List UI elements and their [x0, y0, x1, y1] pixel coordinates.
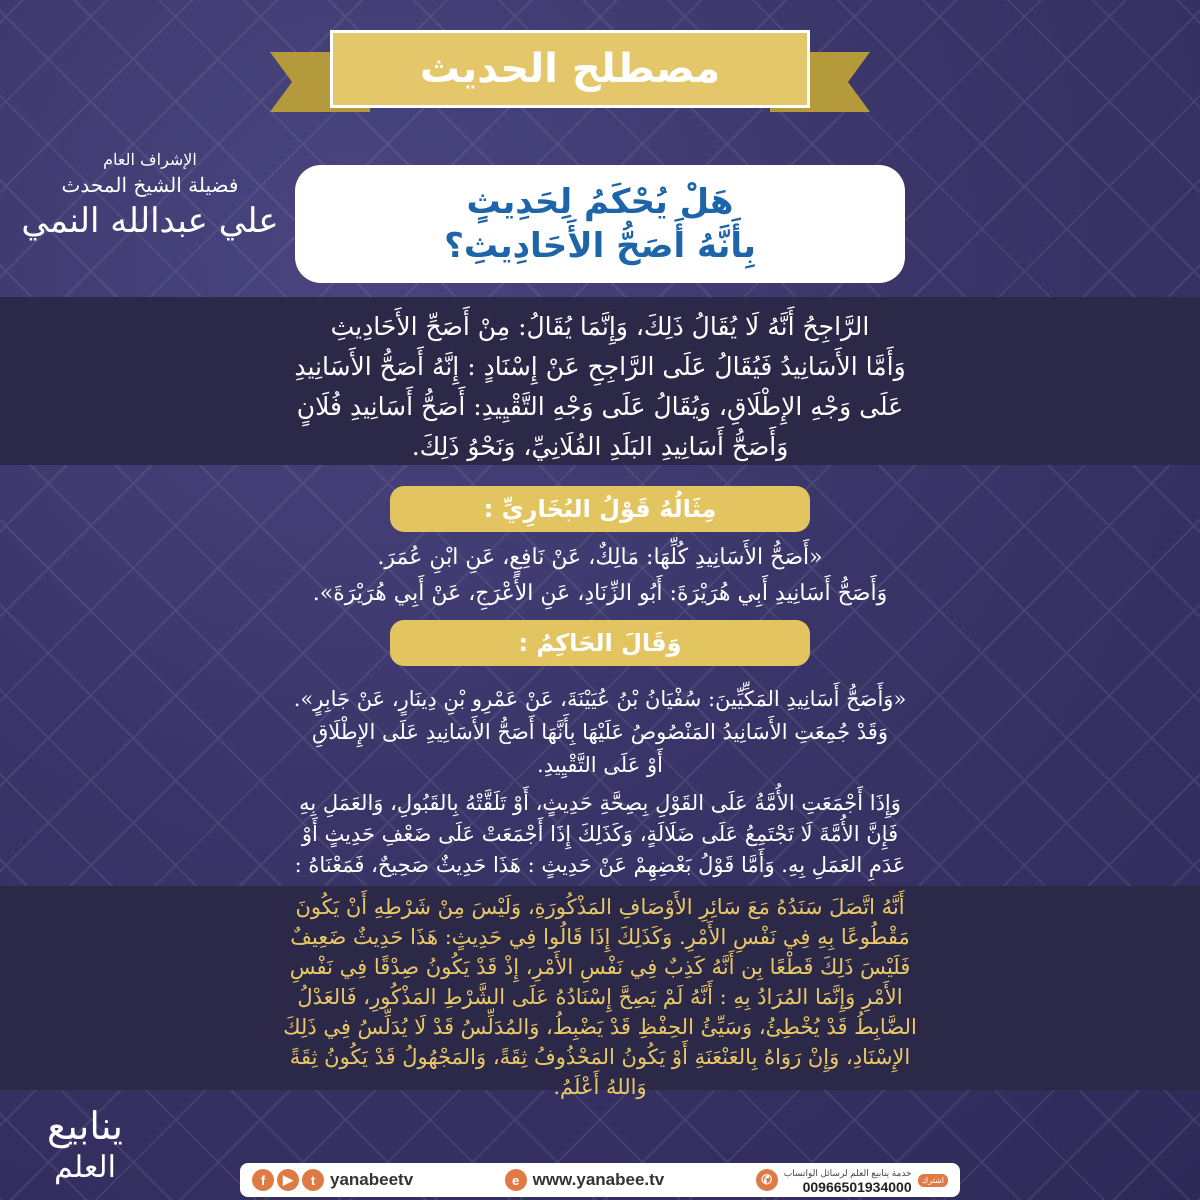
quote-line: «وَأَصَحُّ أَسَانِيدِ المَكِّيِّينَ: سُفْيَانُ بْنُ عُيَيْنَةَ، عَنْ عَمْرِو بْنِ دِينَارٍ، عَنْ جَابِرٍ». — [293, 687, 907, 711]
intro-line: وَأَصَحُّ أَسَانِيدِ البَلَدِ الفُلَانِيِّ، وَنَحْوُ ذَلِكَ. — [411, 432, 789, 461]
highlight-line: الأَمْرِ وَإِنَّمَا المُرَادُ بِهِ : أَنَّهُ لَمْ يَصِحَّ إِسْنَادُهُ عَلَى الشَّرْطِ المَذْكُورِ، فَالعَدْلُ — [297, 985, 903, 1009]
whatsapp-number[interactable]: 00966501934000 — [802, 1179, 912, 1195]
highlight-line: فَلَيْسَ ذَلِكَ قَطْعًا بِن أَنَّهُ كَذِبٌ فِي نَفْسِ الأَمْرِ، إِذْ قَدْ يَكُونُ صِدْقًا فِي نَفْسِ — [289, 955, 911, 979]
intro-line: الرَّاجِحُ أَنَّهُ لَا يُقَالُ ذَلِكَ، وَإِنَّمَا يُقَالُ: مِنْ أَصَحِّ الأَحَادِيثِ — [330, 312, 870, 341]
hakim-label-box — [390, 620, 810, 666]
question-line-1: هَلْ يُحْكَمُ لِحَدِيثٍ — [466, 181, 734, 222]
question-box — [295, 165, 905, 283]
ribbon-main — [330, 30, 810, 108]
facebook-icon[interactable]: f — [252, 1169, 274, 1191]
logo-line-1: ينابيع — [47, 1104, 123, 1148]
highlight-line: الإِسْنَادِ، وَإِنْ رَوَاهُ بِالعَنْعَنَةِ أَوْ يَكُونُ المَحْذُوفُ ثِقَةً، وَالمَجْهُولُ قَدْ يَكُونُ ثِقَةً — [289, 1045, 911, 1069]
social-handle[interactable]: yanabeetv — [330, 1170, 414, 1189]
website-icon[interactable]: e — [505, 1169, 527, 1191]
whatsapp-group — [756, 1166, 948, 1194]
paragraph-line: فَإِنَّ الأُمَّةَ لَا تَجْتَمِعُ عَلَى ضَلَالَةٍ، وَكَذَلِكَ إِذَا أَجْمَعَتْ عَلَى ضَعْفِ حَدِيثٍ أَوْ — [301, 822, 899, 846]
hakim-quote — [60, 683, 1140, 782]
footer-bar — [240, 1163, 960, 1197]
question-line-2: بِأَنَّهُ أَصَحُّ الأَحَادِيثِ؟ — [444, 226, 756, 266]
highlight-line: مَقْطُوعًا بِهِ فِي نَفْسِ الأَمْرِ. وَكَذَلِكَ إِذَا قَالُوا فِي حَدِيثٍ: هَذَا حَدِيثٌ ضَعِيفٌ — [290, 925, 910, 949]
highlight-line: أَنَّهُ اتَّصَلَ سَنَدُهُ مَعَ سَائِرِ الأَوْصَافِ المَذْكُورَةِ، وَلَيْسَ مِنْ شَرْطِهِ أَنْ يَكُونَ — [295, 895, 905, 919]
bukhari-label-box — [390, 486, 810, 532]
whatsapp-note: خدمة ينابيع العلم لرسائل الواتساب — [783, 1168, 912, 1178]
social-group — [252, 1169, 413, 1191]
title-ribbon — [330, 30, 810, 108]
signature-name: علي عبدالله النمي — [21, 201, 279, 241]
intro-band — [0, 297, 1200, 465]
intro-line: وَأَمَّا الأَسَانِيدُ فَيُقَالُ عَلَى الرَّاجِحِ عَنْ إِسْنَادٍ : إِنَّهُ أَصَحُّ الأَسَانِيدِ — [294, 352, 906, 381]
consensus-paragraph — [60, 788, 1140, 881]
quote-line: أَوْ عَلَى التَّقْيِيدِ. — [537, 753, 663, 777]
quote-line: «أَصَحُّ الأَسَانِيدِ كُلِّهَا: مَالِكٌ، عَنْ نَافِعٍ، عَنِ ابْنِ عُمَرَ. — [377, 545, 823, 570]
hakim-label: وَقَالَ الحَاكِمُ : — [518, 629, 682, 657]
paragraph-line: وَإِذَا أَجْمَعَتِ الأُمَّةُ عَلَى القَوْلِ بِصِحَّةِ حَدِيثٍ، أَوْ تَلَقَّتْهُ بِالقَبُولِ، وَالعَمَلِ بِهِ — [299, 791, 901, 815]
signature-line-1: الإشراف العام — [103, 150, 197, 169]
intro-line: عَلَى وَجْهِ الإِطْلَاقِ، وَيُقَالُ عَلَى وَجْهِ التَّقْيِيدِ: أَصَحُّ أَسَانِيدِ فُلَانٍ — [296, 392, 904, 421]
yanabee-logo — [25, 1105, 145, 1190]
website-link[interactable]: www.yanabee.tv — [532, 1170, 665, 1189]
highlight-band — [0, 886, 1200, 1099]
bukhari-label: مِثَالُهُ قَوْلُ البُخَارِيِّ : — [483, 495, 717, 523]
signature-line-2: فضيلة الشيخ المحدث — [61, 173, 239, 197]
highlight-line: وَاللهُ أَعْلَمُ. — [553, 1075, 647, 1099]
page-title: مصطلح الحديث — [419, 46, 721, 92]
quote-line: وَأَصَحُّ أَسَانِيدِ أَبِي هُرَيْرَةَ: أَبُو الزِّنَادِ، عَنِ الأَعْرَجِ، عَنْ أَبِي هُرَيْرَةَ». — [312, 581, 888, 606]
whatsapp-icon[interactable]: ✆ — [756, 1169, 778, 1191]
website-group — [505, 1169, 665, 1191]
paragraph-line: عَدَمِ العَمَلِ بِهِ. وَأَمَّا قَوْلُ بَعْضِهِمْ عَنْ حَدِيثٍ : هَذَا حَدِيثٌ صَحِيحٌ، فَمَعْنَاهُ : — [294, 853, 906, 877]
bukhari-quote — [60, 540, 1140, 612]
logo-line-2: العلم — [54, 1150, 116, 1185]
signature — [20, 150, 280, 241]
subscribe-badge[interactable]: اشترك — [918, 1174, 948, 1187]
twitter-icon[interactable]: t — [302, 1169, 324, 1191]
youtube-icon[interactable]: ▶ — [277, 1169, 299, 1191]
quote-line: وَقَدْ جُمِعَتِ الأَسَانِيدُ المَنْصُوصُ عَلَيْهَا بِأَنَّهَا أَصَحُّ الأَسَانِيدِ عَلَى الإِطْلَاقِ — [312, 720, 888, 744]
highlight-line: الضَّابِطُ قَدْ يُخْطِئُ، وَسَيِّئُ الحِفْظِ قَدْ يَضْبِطُ، وَالمُدَلِّسُ قَدْ لَا يُدَلِّسُ فِي ذَلِكَ — [283, 1015, 917, 1039]
